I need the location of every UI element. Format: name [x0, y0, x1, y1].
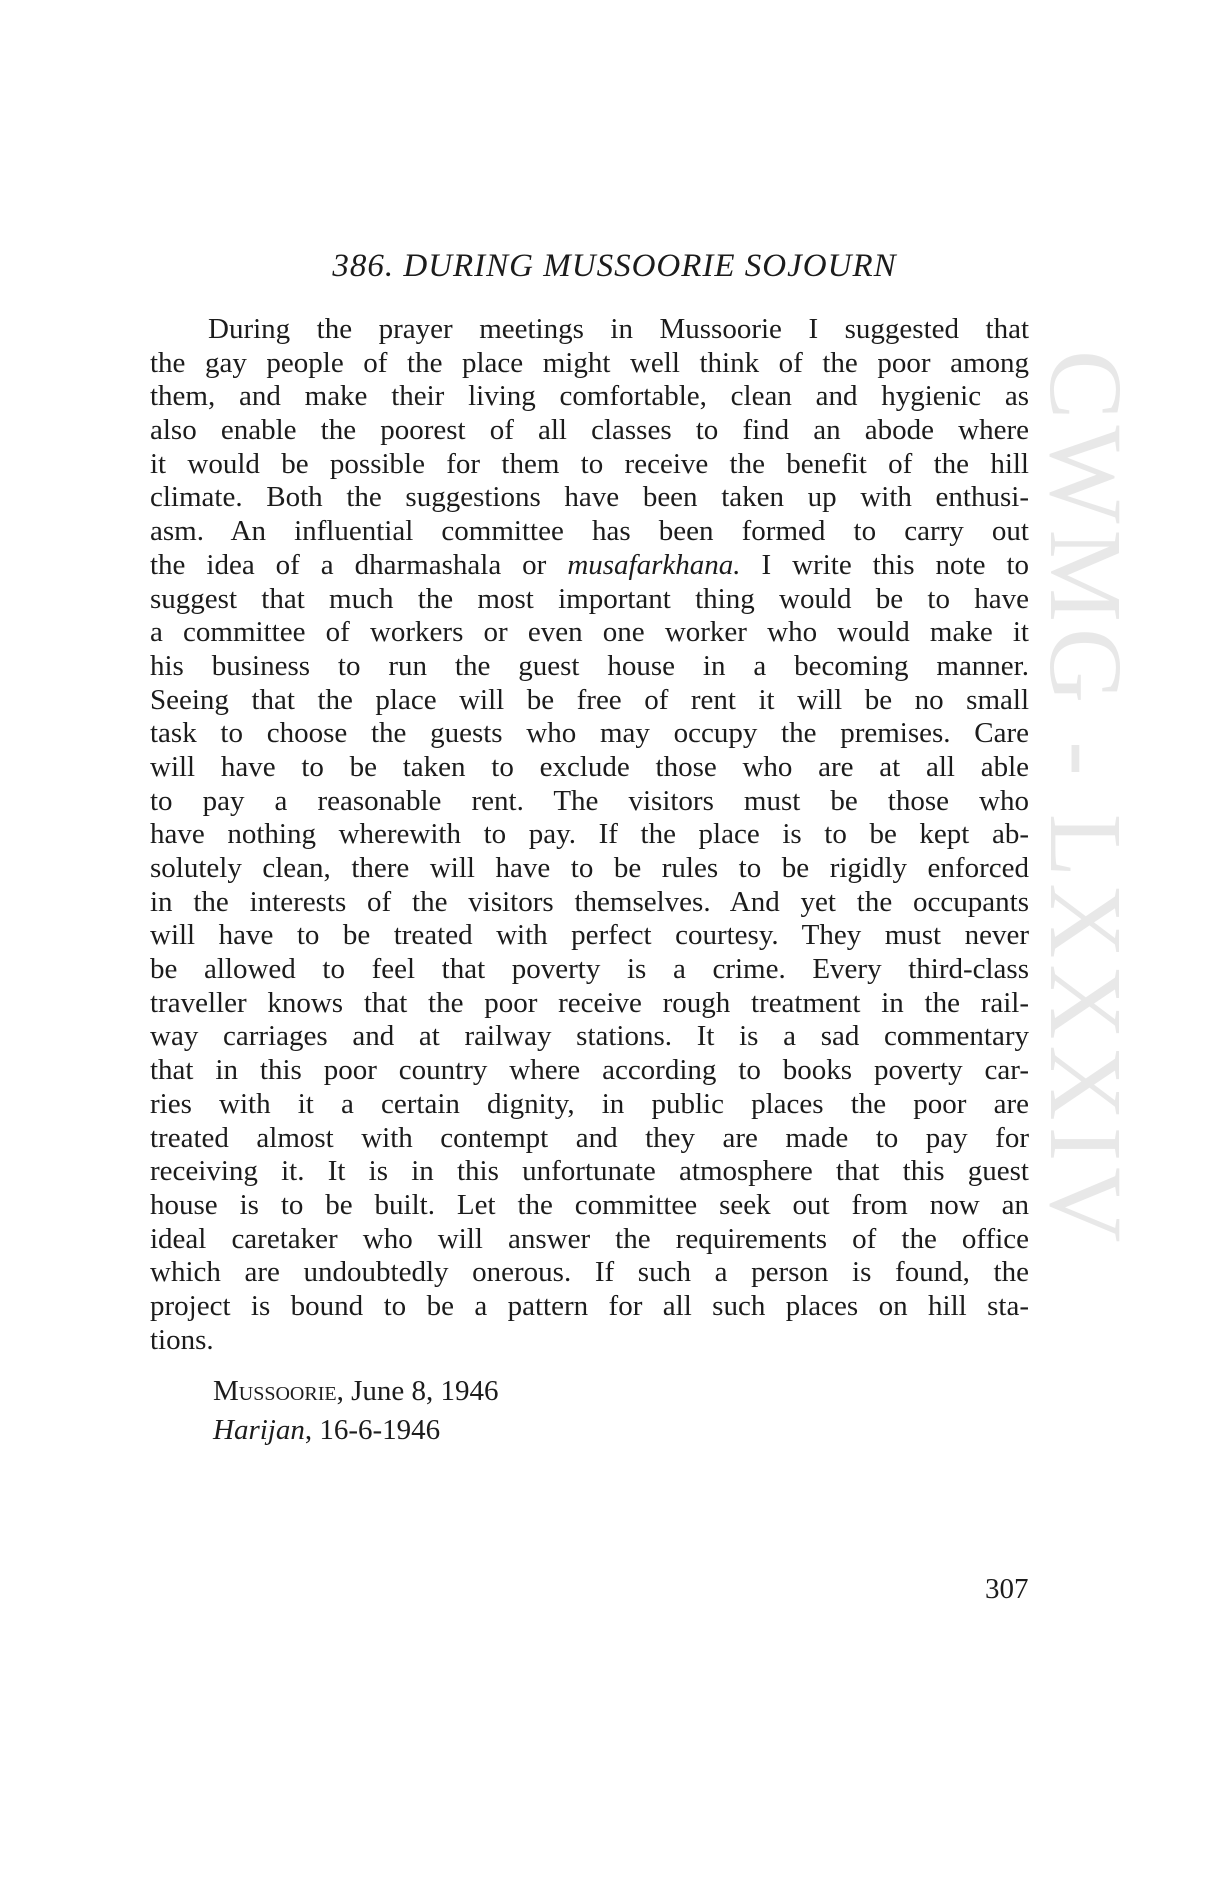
signoff-place: Mussoorie — [213, 1375, 337, 1407]
body-line: them, and make their living comfortable, clean and hygienic as — [150, 380, 1029, 413]
body-line: treated almost with contempt and they are made to pay for — [150, 1121, 1029, 1154]
body-line: suggest that much the most important thing would be to have — [150, 582, 1029, 615]
body-line: ries with it a certain dignity, in public places the poor are — [150, 1087, 1029, 1120]
section-heading — [150, 248, 1079, 285]
body-line: asm. An influential committee has been formed to carry out — [150, 515, 1029, 548]
source-title: Harijan — [213, 1414, 305, 1446]
body-line: task to choose the guests who may occupy the premises. Care — [150, 717, 1029, 750]
signoff-place-date — [213, 1375, 499, 1408]
body-line: which are undoubtedly onerous. If such a person is found, the — [150, 1256, 1029, 1289]
body-line: will have to be taken to exclude those who are at all able — [150, 750, 1029, 783]
body-line: in the interests of the visitors themselves. And yet the occupants — [150, 885, 1029, 918]
body-line: solutely clean, there will have to be rules to be rigidly enforced — [150, 852, 1029, 884]
body-line: it would be possible for them to receive the benefit of the hill — [150, 447, 1029, 480]
body-line: climate. Both the suggestions have been taken up with enthusi- — [150, 481, 1029, 514]
body-line: traveller knows that the poor receive rough treatment in the rail- — [150, 986, 1029, 1019]
body-line: will have to be treated with perfect courtesy. They must never — [150, 919, 1029, 952]
body-line-text: I write this note to — [740, 548, 1030, 581]
body-line: the gay people of the place might well think of the poor among — [150, 346, 1029, 379]
page-number: 307 — [985, 1573, 1029, 1605]
body-line: receiving it. It is in this unfortunate atmosphere that this guest — [150, 1155, 1029, 1188]
body-line: way carriages and at railway stations. It is a sad commentary — [150, 1020, 1029, 1053]
body-line: be allowed to feel that poverty is a crime. Every third-class — [150, 953, 1029, 986]
section-number: 386. — [332, 248, 395, 284]
source-date: , 16-6-1946 — [304, 1414, 441, 1446]
body-line: ideal caretaker who will answer the requirements of the office — [150, 1222, 1029, 1255]
section-title: DURING MUSSOORIE SOJOURN — [403, 248, 897, 284]
italic-term: musafarkhana. — [567, 548, 741, 581]
body-line: his business to run the guest house in a becoming manner. — [150, 649, 1029, 682]
body-line: Seeing that the place will be free of rent it will be no small — [150, 683, 1029, 716]
body-line: that in this poor country where according to books poverty car- — [150, 1054, 1029, 1087]
body-text — [150, 313, 1029, 1357]
watermark-text: CWMG - LXXXIV — [1028, 350, 1143, 1249]
body-line: During the prayer meetings in Mussoorie I suggested that — [208, 313, 1029, 345]
body-line: tions. — [150, 1323, 214, 1356]
signoff-date: , June 8, 1946 — [336, 1375, 499, 1407]
body-line: house is to be built. Let the committee seek out from now an — [150, 1188, 1029, 1221]
body-line: a committee of workers or even one worker who would make it — [150, 616, 1029, 649]
body-line: also enable the poorest of all classes to find an abode where — [150, 414, 1029, 447]
body-line: have nothing wherewith to pay. If the place is to be kept ab- — [150, 818, 1029, 851]
body-line: to pay a reasonable rent. The visitors must be those who — [150, 784, 1029, 817]
body-line — [150, 549, 1029, 583]
body-line: project is bound to be a pattern for all such places on hill sta- — [150, 1289, 1029, 1322]
signoff-source — [213, 1414, 440, 1447]
body-line-text: the idea of a dharmashala or — [150, 548, 547, 581]
